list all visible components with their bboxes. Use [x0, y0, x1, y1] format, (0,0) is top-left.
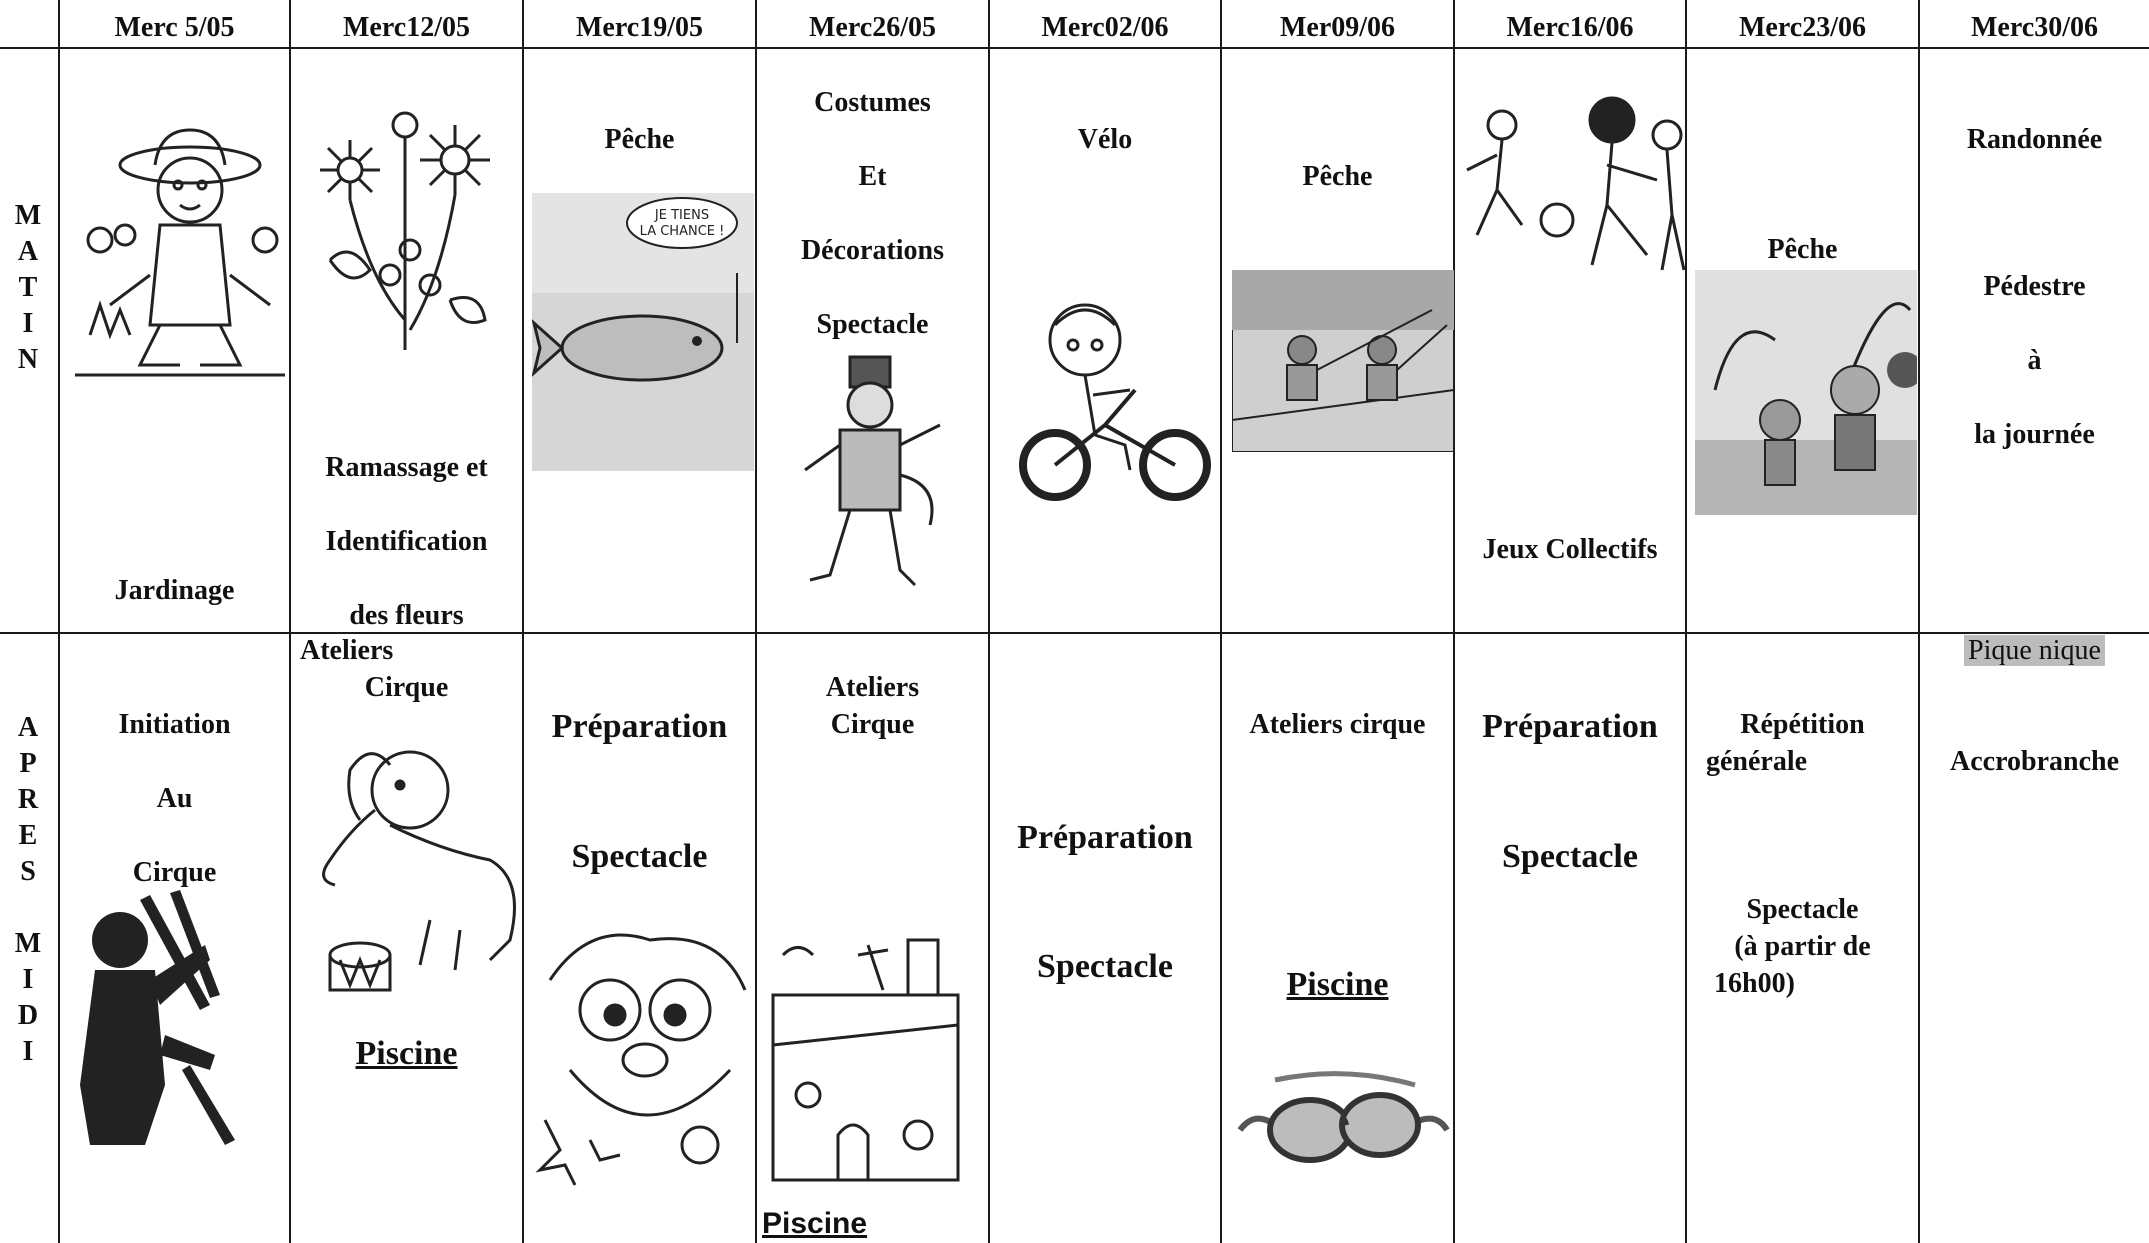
- header-col-7: Merc16/06: [1506, 12, 1634, 43]
- side-letter: M: [14, 200, 42, 231]
- pm-c4-text-2: Cirque: [830, 709, 915, 740]
- matin-c2-text-1: Ramassage et: [325, 452, 488, 483]
- matin-c7-text: Jeux Collectifs: [1482, 534, 1658, 565]
- matin-c9-text-3: à: [2027, 345, 2042, 376]
- bubble-text: LA CHANCE !: [639, 224, 725, 239]
- side-letter: I: [22, 308, 34, 339]
- clown-face-icon: [530, 920, 755, 1190]
- side-letter: I: [22, 1036, 34, 1067]
- side-letter: M: [14, 928, 42, 959]
- pm-c8-text-5: 16h00): [1714, 968, 1795, 999]
- matin-c3-text: Pêche: [604, 124, 675, 155]
- gardener-girl-icon: [70, 125, 290, 385]
- side-label-apres-midi: [4, 710, 52, 1070]
- pm-c4-piscine: Piscine: [762, 1207, 868, 1240]
- header-col-9: Merc30/06: [1971, 12, 2098, 43]
- pm-c7-text-2: Spectacle: [1502, 838, 1638, 875]
- side-letter: P: [19, 748, 37, 779]
- pm-c6-piscine: Piscine: [1286, 966, 1389, 1003]
- pm-c5-text-2: Spectacle: [1037, 948, 1173, 985]
- pm-c2-text-2: Cirque: [364, 672, 449, 703]
- pm-c5-text-1: Préparation: [1017, 819, 1193, 856]
- header-col-8: Merc23/06: [1739, 12, 1866, 43]
- pm-c6-text-1: Ateliers cirque: [1249, 709, 1426, 740]
- pm-c9-text-1: [1920, 635, 2149, 667]
- side-letter: I: [22, 964, 34, 995]
- matin-c9-text-2: Pédestre: [1983, 271, 2086, 302]
- matin-c4-text-4: Spectacle: [816, 309, 929, 340]
- side-letter: S: [20, 856, 36, 887]
- side-label-matin: [4, 198, 52, 378]
- side-letter: R: [17, 784, 39, 815]
- matin-c4-text-2: Et: [858, 161, 887, 192]
- fishing-scene-icon: [1232, 270, 1454, 452]
- matin-c4-text-3: Décorations: [800, 235, 945, 266]
- side-letter: A: [17, 236, 39, 267]
- pm-c8-text-2: générale: [1706, 746, 1808, 777]
- side-letter: A: [17, 712, 39, 743]
- pm-c7-text-1: Préparation: [1482, 708, 1658, 745]
- clown-costume-icon: [790, 355, 960, 595]
- matin-c2-text-3: des fleurs: [349, 600, 464, 631]
- pm-c2-piscine: Piscine: [355, 1035, 458, 1072]
- matin-c9-text-4: la journée: [1974, 419, 2095, 450]
- elephant-icon: [310, 740, 525, 995]
- pm-c4-text-1: Ateliers: [825, 672, 920, 703]
- matin-c1-text: Jardinage: [114, 575, 235, 606]
- side-letter: N: [17, 344, 39, 375]
- pm-c9-text-2: Accrobranche: [1950, 746, 2119, 777]
- kids-football-icon: [1462, 95, 1687, 305]
- swim-goggles-icon: [1235, 1070, 1450, 1175]
- header-col-2: Merc12/05: [343, 12, 470, 43]
- matin-c8-text: Pêche: [1767, 234, 1838, 265]
- header-col-5: Merc02/06: [1041, 12, 1169, 43]
- matin-c6-text: Pêche: [1302, 161, 1373, 192]
- pm-c3-text-2: Spectacle: [571, 838, 708, 875]
- header-col-6: Mer09/06: [1279, 12, 1396, 43]
- juggler-icon: [70, 885, 240, 1155]
- fishing-kids-icon: [1695, 270, 1917, 515]
- flowers-icon: [310, 100, 505, 355]
- side-letter: T: [18, 272, 38, 303]
- side-letter: E: [18, 820, 38, 851]
- pm-c3-text-1: Préparation: [551, 708, 728, 745]
- pm-c8-text-3: Spectacle: [1746, 894, 1859, 925]
- kid-bicycle-icon: [1015, 295, 1215, 505]
- header-col-4: Merc26/05: [809, 12, 936, 43]
- pique-nique-highlight: Pique nique: [1964, 635, 2105, 666]
- matin-c9-text-1: Randonnée: [1966, 124, 2103, 155]
- pool-sketch-icon: [768, 935, 963, 1185]
- pm-c8-text-4: (à partir de: [1734, 931, 1871, 962]
- fish-hook-icon: [532, 193, 754, 471]
- pm-c1-text-1: Initiation: [118, 709, 231, 740]
- pm-c8-text-1: Répétition: [1740, 709, 1865, 740]
- svg-text:JE TIENS: JE TIENS: [654, 208, 710, 223]
- matin-c2-text-2: Identification: [325, 526, 488, 557]
- header-col-3: Merc19/05: [576, 12, 703, 43]
- pm-c1-text-2: Au: [156, 783, 193, 814]
- side-letter: D: [17, 1000, 39, 1031]
- pm-c2-text-1: Ateliers: [300, 635, 394, 666]
- pm-c1-text-3: Cirque: [132, 857, 217, 888]
- matin-c5-text: Vélo: [1077, 124, 1133, 155]
- matin-c4-text-1: Costumes: [814, 87, 931, 118]
- header-col-1: Merc 5/05: [114, 12, 235, 43]
